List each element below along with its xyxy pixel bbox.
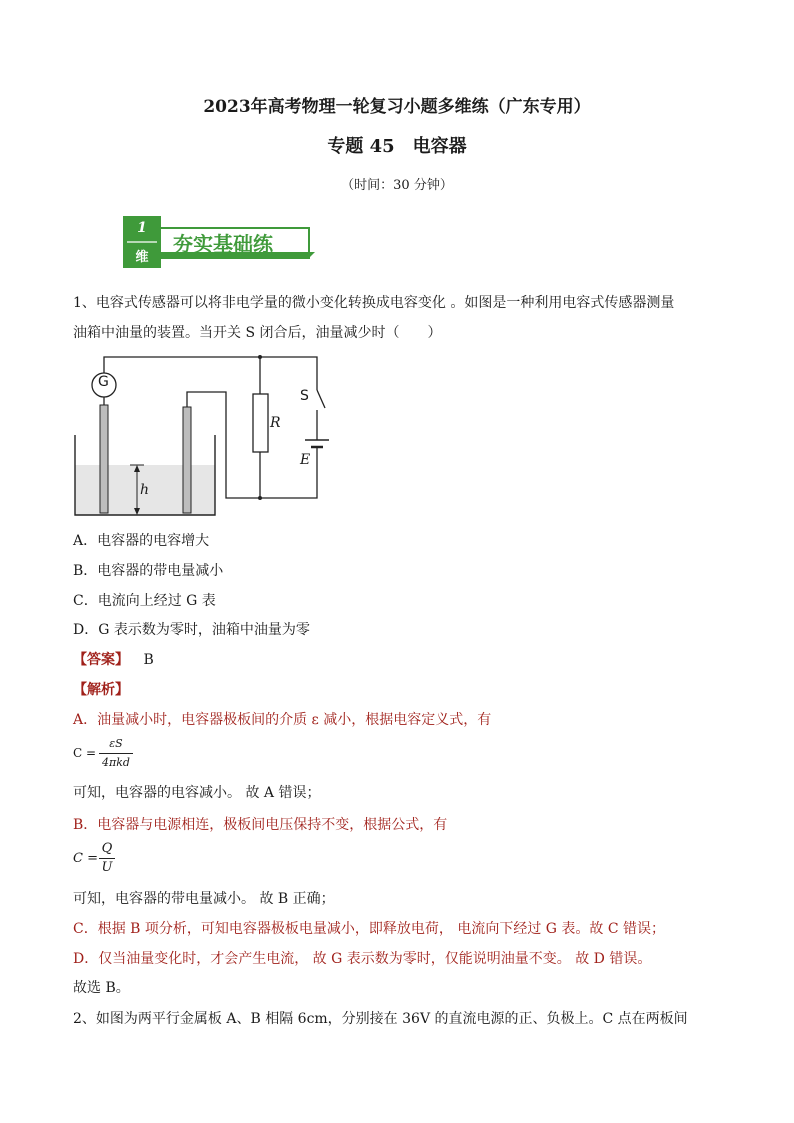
formula1-numerator: εS: [109, 737, 123, 750]
label-r: R: [270, 415, 281, 431]
badge-number: 1: [137, 220, 147, 236]
topic-title: 专题 45 电容器: [327, 136, 467, 157]
label-s: S: [300, 388, 309, 404]
q1-answer: [73, 649, 154, 669]
formula-capacitance-definition: [73, 737, 153, 773]
q1-option-d: D．G 表示数为零时，油箱中油量为零: [73, 622, 310, 638]
document-title: 2023年高考物理一轮复习小题多维练（广东专用）: [203, 97, 591, 117]
formula2-denominator: U: [101, 860, 113, 875]
q1-option-b: B．电容器的带电量减小: [73, 563, 224, 579]
time-note: （时间：30 分钟）: [341, 178, 453, 193]
q1-option-c: C．电流向上经过 G 表: [73, 593, 216, 609]
analysis-a: A．油量减小时，电容器极板间的介质 ε 减小，根据电容定义式，有: [73, 712, 492, 728]
analysis-c: C．根据 B 项分析，可知电容器极板电量减小，即释放电荷， 电流向下经过 G 表。故 C 错误；: [73, 921, 666, 937]
q1-stem-line2: 油箱中油量的装置。当开关 S 闭合后，油量减少时（ ）: [73, 325, 442, 341]
formula1-denominator: 4πkd: [102, 756, 130, 769]
q1-option-a: A．电容器的电容增大: [73, 533, 210, 549]
analysis-label: 【解析】: [73, 682, 129, 698]
label-e: E: [300, 452, 311, 468]
analysis-d: D．仅当油量变化时，才会产生电流， 故 G 表示数为零时，仅能说明油量不变。 故 D 错误。: [73, 951, 652, 967]
formula2-numerator: Q: [101, 841, 113, 856]
analysis-b: B．电容器与电源相连，极板间电压保持不变，根据公式，有: [73, 817, 448, 833]
q2-stem-line1: 2、如图为两平行金属板 A、B 相隔 6cm，分别接在 36V 的直流电源的正、负极上。C 点在两板间: [73, 1011, 688, 1027]
formula-charge-relation: [73, 842, 153, 878]
label-g: G: [98, 374, 109, 390]
label-h: h: [140, 482, 150, 498]
conclusion-a: 可知，电容器的电容减小。 故 A 错误；: [73, 785, 321, 801]
formula2-lhs: C =: [73, 851, 98, 866]
q1-stem-line1: 1、电容式传感器可以将非电学量的微小变化转换成电容变化 。如图是一种利用电容式传感器测量: [73, 295, 675, 311]
badge-sub-char: 维: [135, 250, 149, 265]
formula1-lhs: C =: [73, 746, 97, 760]
final-choice: 故选 B。: [73, 980, 130, 996]
answer-value: B: [143, 652, 154, 668]
badge-label: 夯实基础练: [173, 232, 273, 256]
section-badge: [121, 214, 315, 270]
conclusion-b: 可知，电容器的带电量减小。 故 B 正确；: [73, 891, 335, 907]
answer-label: 【答案】: [73, 652, 129, 668]
